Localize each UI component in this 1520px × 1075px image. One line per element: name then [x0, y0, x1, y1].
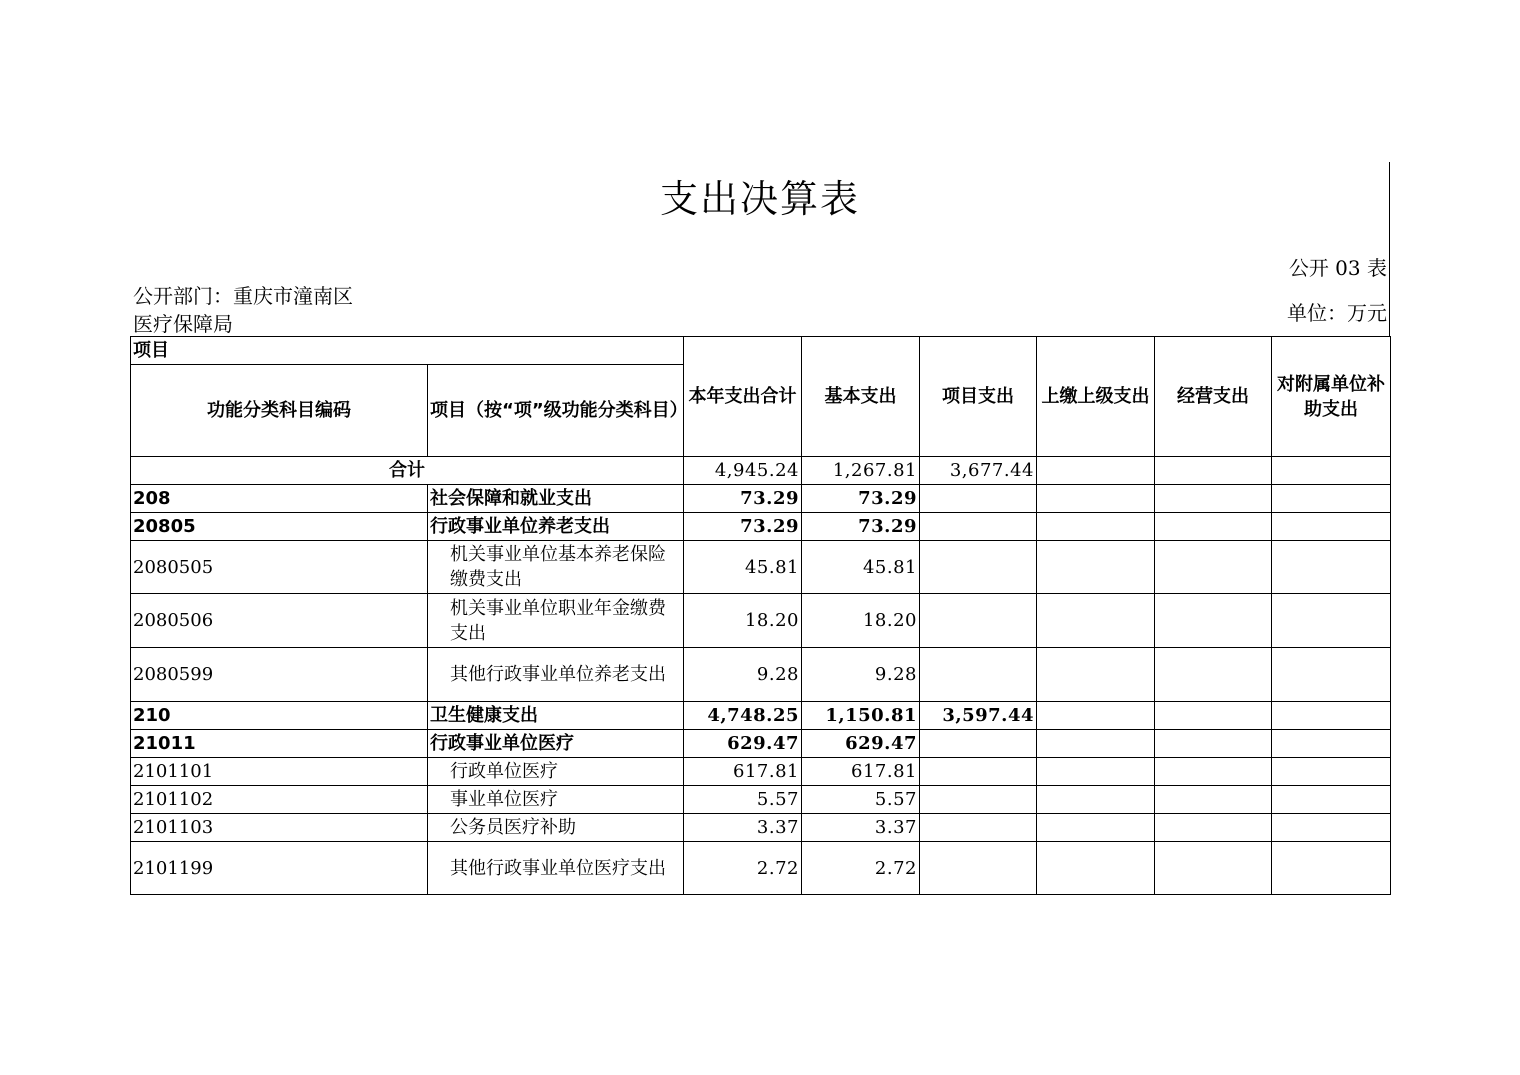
row-empty-cell: [1272, 730, 1391, 758]
row-code: 210: [131, 702, 428, 730]
row-name: 行政事业单位养老支出: [428, 513, 684, 541]
row-empty-cell: [1155, 814, 1272, 842]
row-code: 21011: [131, 730, 428, 758]
row-name: 行政单位医疗: [428, 758, 684, 786]
row-name: 卫生健康支出: [428, 702, 684, 730]
row-project: [920, 814, 1037, 842]
table-row: [131, 513, 1391, 541]
row-empty-cell: [1272, 786, 1391, 814]
row-empty-cell: [1037, 758, 1155, 786]
row-empty-cell: [1272, 485, 1391, 513]
page-title: 支出决算表: [659, 177, 860, 221]
form-number: 公开 03 表: [1288, 256, 1387, 280]
row-basic: 45.81: [802, 541, 920, 594]
header-name: 项目（按“项”级功能分类科目）: [428, 365, 684, 457]
row-empty-cell: [1155, 786, 1272, 814]
row-code: 2101101: [131, 758, 428, 786]
row-project: [920, 485, 1037, 513]
table-row: [131, 842, 1391, 895]
row-total: 3.37: [684, 814, 802, 842]
table-row: [131, 702, 1391, 730]
row-basic: 629.47: [802, 730, 920, 758]
row-empty-cell: [1037, 594, 1155, 648]
header-total: 本年支出合计: [684, 337, 802, 457]
row-code: 2080599: [131, 648, 428, 702]
row-empty-cell: [1155, 513, 1272, 541]
row-empty-cell: [1037, 702, 1155, 730]
row-basic: 18.20: [802, 594, 920, 648]
table-row: [131, 786, 1391, 814]
header-code: 功能分类科目编码: [131, 365, 428, 457]
row-basic: 73.29: [802, 485, 920, 513]
row-code: 2080505: [131, 541, 428, 594]
row-empty-cell: [1037, 730, 1155, 758]
row-name: 机关事业单位职业年金缴费支出: [428, 594, 684, 648]
department-line-2: 医疗保障局: [133, 312, 233, 336]
total-label: 合计: [131, 457, 684, 485]
row-empty-cell: [1037, 541, 1155, 594]
row-total: 45.81: [684, 541, 802, 594]
row-name: 其他行政事业单位医疗支出: [428, 842, 684, 895]
row-basic: 617.81: [802, 758, 920, 786]
row-empty-cell: [1155, 485, 1272, 513]
row-total: 2.72: [684, 842, 802, 895]
row-total: 73.29: [684, 485, 802, 513]
row-name: 机关事业单位基本养老保险缴费支出: [428, 541, 684, 594]
row-basic: 1,150.81: [802, 702, 920, 730]
row-empty-cell: [1155, 594, 1272, 648]
row-project: [920, 594, 1037, 648]
department-line-1: 公开部门：重庆市潼南区: [133, 284, 353, 308]
row-project: [920, 541, 1037, 594]
unit-label: 单位：万元: [1287, 301, 1387, 325]
row-project: [920, 842, 1037, 895]
row-code: 2080506: [131, 594, 428, 648]
row-empty-cell: [1272, 842, 1391, 895]
row-empty-cell: [1155, 702, 1272, 730]
row-empty-cell: [1272, 541, 1391, 594]
header-project: 项目支出: [920, 337, 1037, 457]
department: [133, 282, 353, 338]
table-row: [131, 814, 1391, 842]
header-group-project: 项目: [131, 337, 684, 365]
row-empty-cell: [1155, 842, 1272, 895]
row-empty-cell: [1037, 648, 1155, 702]
table-row: [131, 541, 1391, 594]
row-name: 公务员医疗补助: [428, 814, 684, 842]
row-name: 其他行政事业单位养老支出: [428, 648, 684, 702]
table-row: [131, 594, 1391, 648]
row-empty-cell: [1155, 758, 1272, 786]
row-code: 2101103: [131, 814, 428, 842]
row-project: [920, 758, 1037, 786]
row-project: 3,597.44: [920, 702, 1037, 730]
total-project: 3,677.44: [920, 457, 1037, 485]
table-row: [131, 758, 1391, 786]
row-total: 5.57: [684, 786, 802, 814]
row-basic: 73.29: [802, 513, 920, 541]
row-empty-cell: [1037, 513, 1155, 541]
row-empty-cell: [1037, 786, 1155, 814]
row-total: 629.47: [684, 730, 802, 758]
table-row: [131, 485, 1391, 513]
row-basic: 9.28: [802, 648, 920, 702]
total-row: [131, 457, 1391, 485]
row-code: 20805: [131, 513, 428, 541]
header-basic: 基本支出: [802, 337, 920, 457]
right-border-rule: [1389, 162, 1390, 337]
row-project: [920, 730, 1037, 758]
row-empty-cell: [1037, 485, 1155, 513]
header-subsidy: 对附属单位补助支出: [1272, 337, 1391, 457]
row-empty-cell: [1155, 541, 1272, 594]
row-empty-cell: [1272, 702, 1391, 730]
row-empty-cell: [1272, 648, 1391, 702]
header-remit: 上缴上级支出: [1037, 337, 1155, 457]
expenditure-table: [130, 336, 1391, 895]
row-total: 4,748.25: [684, 702, 802, 730]
row-basic: 2.72: [802, 842, 920, 895]
header-business: 经营支出: [1155, 337, 1272, 457]
row-name: 社会保障和就业支出: [428, 485, 684, 513]
row-project: [920, 513, 1037, 541]
row-code: 2101102: [131, 786, 428, 814]
row-empty-cell: [1155, 730, 1272, 758]
row-total: 73.29: [684, 513, 802, 541]
table-row: [131, 648, 1391, 702]
row-basic: 3.37: [802, 814, 920, 842]
row-project: [920, 648, 1037, 702]
row-basic: 5.57: [802, 786, 920, 814]
total-basic: 1,267.81: [802, 457, 920, 485]
row-total: 18.20: [684, 594, 802, 648]
row-total: 9.28: [684, 648, 802, 702]
table-row: [131, 730, 1391, 758]
row-code: 208: [131, 485, 428, 513]
row-empty-cell: [1155, 648, 1272, 702]
row-empty-cell: [1037, 814, 1155, 842]
row-empty-cell: [1037, 842, 1155, 895]
row-name: 行政事业单位医疗: [428, 730, 684, 758]
row-total: 617.81: [684, 758, 802, 786]
row-empty-cell: [1272, 758, 1391, 786]
row-empty-cell: [1272, 594, 1391, 648]
total-amount: 4,945.24: [684, 457, 802, 485]
row-empty-cell: [1272, 513, 1391, 541]
row-name: 事业单位医疗: [428, 786, 684, 814]
row-project: [920, 786, 1037, 814]
row-empty-cell: [1272, 814, 1391, 842]
row-code: 2101199: [131, 842, 428, 895]
